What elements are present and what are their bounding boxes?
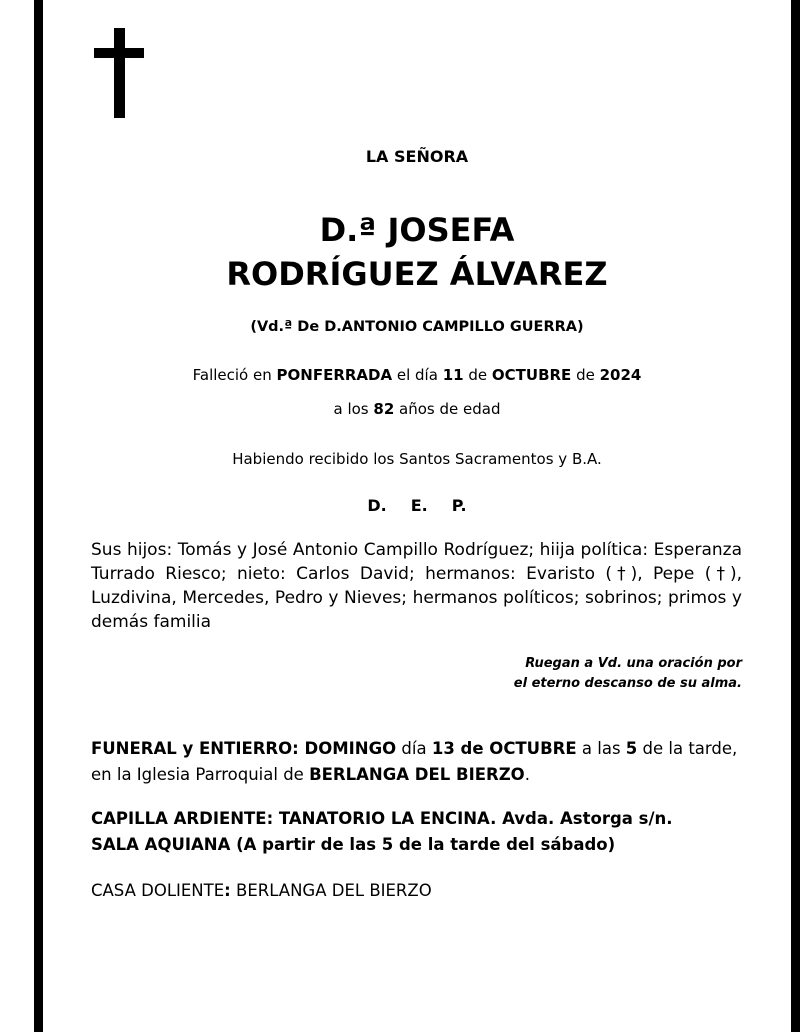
- left-border: [34, 0, 43, 1032]
- dep-initials: D. E. P.: [367, 496, 467, 515]
- heading-label: LA SEÑORA: [365, 147, 469, 166]
- widow-of: (Vd.ª De D.ANTONIO CAMPILLO GUERRA): [250, 319, 584, 335]
- right-border: [791, 0, 800, 1032]
- death-notice: Falleció en PONFERRADA el día 11 de OCTUBRE de 2024: [192, 366, 642, 384]
- cross-icon: [94, 28, 144, 118]
- mourning-house: CASA DOLIENTE: BERLANGA DEL BIERZO: [91, 881, 432, 900]
- death-year: 2024: [599, 366, 642, 384]
- sacraments-text: Habiendo recibido los Santos Sacramentos y B.A.: [232, 450, 602, 468]
- name-line-1: D.ª JOSEFA: [319, 211, 515, 249]
- death-place: PONFERRADA: [276, 366, 393, 384]
- name-line-2: RODRÍGUEZ ÁLVAREZ: [226, 255, 608, 293]
- funeral-info: FUNERAL y ENTIERRO: DOMINGO día 13 de OCTUBRE a las 5 de la tarde, en la Iglesia Parroquial de BERLANGA DEL BIERZO.: [91, 739, 738, 784]
- prayer-request: Ruegan a Vd. una oración por el eterno descanso de su alma.: [513, 656, 742, 691]
- chapel-info: CAPILLA ARDIENTE: TANATORIO LA ENCINA. Avda. Astorga s/n. SALA AQUIANA (A partir de las 5 de la tarde del sábado): [91, 809, 673, 854]
- death-month: OCTUBRE: [491, 366, 572, 384]
- family-list: Sus hijos: Tomás y José Antonio Campillo Rodríguez; hiija política: Esperanza Turrado Riesco; nieto: Carlos David; hermanos: Evaristo (†), Pepe (†), Luzdivina, Mercedes, Pedro y Nieves; hermanos políticos; sobrinos; primos y demás familia: [91, 540, 742, 632]
- deceased-name: [43, 208, 791, 296]
- age-years: 82: [373, 400, 395, 418]
- age-notice: a los 82 años de edad: [333, 400, 501, 418]
- death-day: 11: [442, 366, 464, 384]
